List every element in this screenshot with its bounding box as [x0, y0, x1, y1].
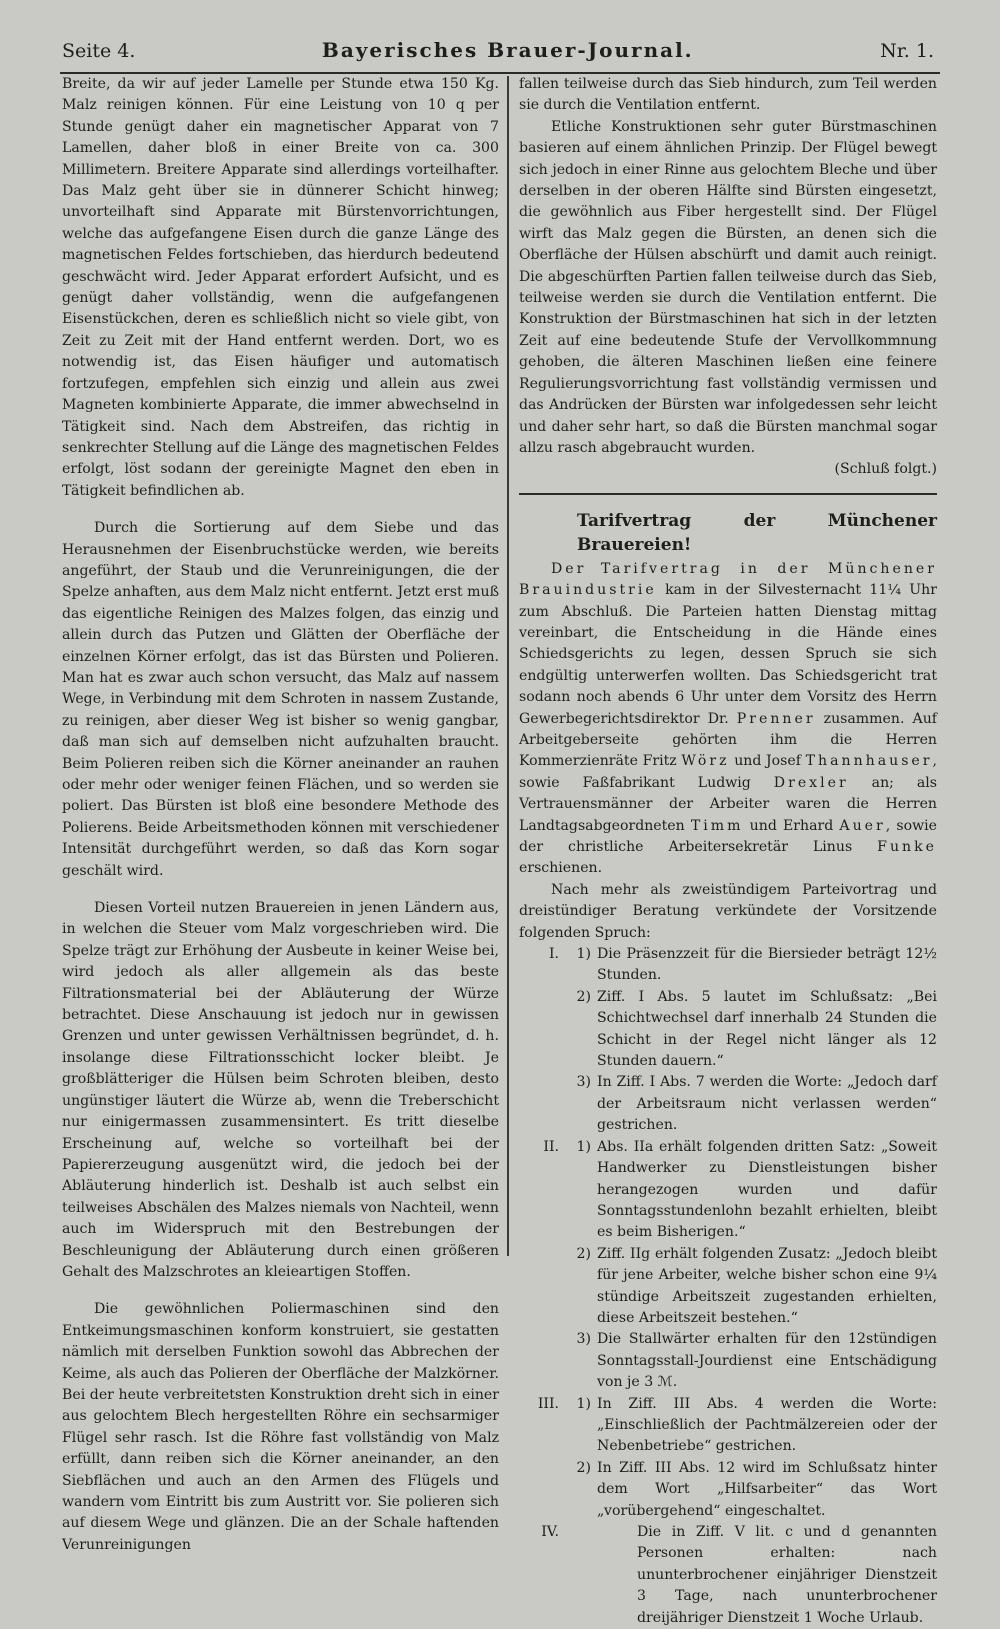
item-roman: III. — [537, 1395, 559, 1412]
verdict-item — [519, 1244, 937, 1330]
item-roman: II. — [543, 1138, 559, 1155]
item-number: 1) — [576, 1138, 591, 1155]
verdict-item — [519, 1072, 937, 1136]
item-text: Ziff. I Abs. 5 lautet im Schlußsatz: „Bei Schichtwechsel darf innerhalb 24 Stunden die Schicht in der Regel nicht länger als 12 Stunden dauern.“ — [597, 988, 937, 1070]
article-paragraph-5: Etliche Konstruktionen sehr guter Bürstmaschinen basieren auf einem ähnlichen Prinzip. Der Flügel bewegt sich jedoch in einer Rinne aus gelochtem Bleche und über derselben in der oberen Hälfte sind Bürsten eingesetzt, die gewöhnlich aus Fiber hergestellt sind. Der Flügel wirft das Malz gegen die Bürsten, an denen sich die Oberfläche der Hülsen abschürft und damit auch reinigt. Die abgeschürften Partien fallen teilweise durch das Sieb, teilweise werden sie durch die Ventilation entfernt. Die Konstruktion der Bürstmaschinen hat sich in der letzten Zeit auf eine bedeutende Stufe der Vervollkommnung gehoben, die älteren Maschinen ließen eine feinere Regulierungsvorrichtung fast vollständig vermissen und das Andrücken der Bürsten war infolgedessen sehr leicht und daher sehr hart, so daß die Bürsten manchmal sogar allzu rasch abgebraucht wurden. — [519, 118, 937, 456]
item-number: 2) — [576, 1245, 591, 1262]
name-timm: Timm — [690, 817, 744, 834]
item-number: 3) — [576, 1074, 591, 1091]
to-be-continued-note: (Schluß folgt.) — [834, 461, 937, 478]
item-text: Ziff. IIg erhält folgenden Zusatz: „Jedoch bleibt für jene Arbeiter, welche bisher schon eine 9¼ stündige Arbeitszeit zugestanden erhielten, diese Arbeitszeit bestehen.“ — [597, 1245, 937, 1326]
item-text: Die Stallwärter erhalten für den 12stündigen Sonntagsstall-Jourdienst eine Entschädigung von je 3 ℳ. — [597, 1331, 937, 1391]
article-paragraph-3: Diesen Vorteil nutzen Brauereien in jenen Ländern aus, in welchen die Steuer vom Malz vorgeschrieben wird. Die Spelze trägt zur Erhöhung der Ausbeute in keiner Weise bei, wird jedoch als aller allgemein als das beste Filtrationsmaterial bei der Abläuterung der Würze betrachtet. Diese Anschauung ist jedoch nur in gewissen Grenzen und unter gewissen Verhältnissen begründet, d. h. insolange diese Filtrationsschicht locker bleibt. Je großblätteriger die Hülsen beim Schroten bleiben, desto ungünstiger läutert die Würze ab, wenn die Treberschicht nur einigermassen zusammensintert. Es tritt dieselbe Erscheinung auf, welche so vorteilhaft bei der Papiererzeugung ausgenützt wird, die jedoch bei der Abläuterung hinderlich ist. Deshalb ist auch selbst ein teilweises Abschälen des Malzes niemals von Nachteil, wenn auch im Widerspruch mit den Bestrebungen der Beschleunigung der Abläuterung durch einen größeren Gehalt des Malzschrotes an kleieartigen Stoffen. — [62, 900, 499, 1280]
item-roman — [519, 1072, 559, 1136]
journal-title: Bayerisches Brauer-Journal. — [321, 38, 694, 62]
intro-text-j: erschienen. — [519, 860, 603, 877]
item-roman — [519, 1244, 559, 1330]
right-column — [519, 74, 937, 1629]
name-funke: Funke — [877, 839, 937, 855]
tarif-intro-paragraph — [519, 559, 937, 880]
issue-number: Nr. 1. — [880, 40, 934, 62]
page-header — [62, 38, 934, 70]
item-number: 1) — [576, 946, 591, 963]
intro-text-d: zusammen. Auf Arbeitgeberseite gehörten ihm die Herren Kommerzienräte Fritz — [519, 710, 937, 770]
verdict-item — [519, 1458, 937, 1522]
item-number: 3) — [576, 1331, 591, 1348]
name-auer: Auer — [839, 817, 886, 834]
item-roman — [519, 1458, 559, 1522]
article-continuation: fallen teilweise durch das Sieb hindurch, zum Teil werden sie durch die Ventilation entfernt. — [519, 76, 937, 114]
article-paragraph-2: Durch die Sortierung auf dem Siebe und das Herausnehmen der Eisenbruchstücke werden, wie bereits angeführt, der Staub und die Verunreinigungen, die der Spelze anhaften, aus dem Malz nicht entfernt. Jetzt erst muß das eigentliche Reinigen des Malzes folgen, das einzig und allein durch das Putzen und Glätten der Oberfläche der einzelnen Körner erfolgt, das ist das Bürsten und Polieren. Man hat es zwar auch schon versucht, das Malz auf nassem Wege, in Verbindung mit dem Schroten in nassem Zustande, zu reinigen, aber dieser Weg ist bisher so wenig gangbar, daß man sich auf demselben nicht aufzuhalten braucht. Beim Polieren reiben sich die Körner aneinander an rauhen oder mehr oder weniger feinen Flächen, und so werden sie poliert. Das Bürsten ist bloß eine besondere Methode des Polierens. Beide Arbeitsmethoden können mit verschiedener Intensität durchgeführt werden, so daß das Korn sogar geschält wird. — [62, 520, 499, 879]
section-title: Tarifvertrag der Münchener Brauereien! — [577, 510, 937, 555]
verdict-item — [519, 987, 937, 1073]
item-text: Abs. IIa erhält folgenden dritten Satz: „Soweit Handwerker zu Dienstleistungen bisher herangezogen wurden und dafür Sonntagsstundenlohn bezahlt erhielten, bleibt es beim Bisherigen.“ — [597, 1138, 937, 1241]
page-number-label: Seite 4. — [62, 40, 136, 62]
article-paragraph-1: Breite, da wir auf jeder Lamelle per Stunde etwa 150 Kg. Malz reinigen können. Für eine Leistung von 10 q per Stunde genügt daher ein magnetischer Apparat von 7 Lamellen, daher bloß in einer Breite von ca. 300 Millimetern. Breitere Apparate sind allerdings vorteilhafter. Das Malz geht über sie in dünnerer Schicht hinweg; unvorteilhaft sind Apparate mit Bürstenvorrichtungen, welche das aufgefangene Eisen durch die ganze Länge des magnetischen Feldes fortschieben, das hierdurch bedeutend geschwächt wird. Jeder Apparat erfordert Aufsicht, und es genügt daher vollständig, wenn die aufgefangenen Eisenstückchen, deren es schließlich nicht so viele gibt, von Zeit zu Zeit mit der Hand entfernt werden. Dort, wo es notwendig ist, das Eisen häufiger und automatisch fortzufegen, empfehlen sich einzig und allein aus zwei Magneten kombinierte Apparate, die immer abwechselnd in Tätigkeit sind. Nach dem Abstreifen, das richtig in senkrechter Stellung auf die Länge des magnetischen Feldes erfolgt, löst sodann der gereinigte Magnet den eben in Tätigkeit befindlichen ab. — [62, 76, 500, 499]
verdict-item — [519, 1137, 937, 1244]
intro-text-c: kam in der Silvesternacht 11¼ Uhr zum Abschluß. Die Parteien hatten Dienstag mittag vereinbart, die Entscheidung in die Hände eines Schiedsgerichts zu legen, dessen Spruch sie sich endgültig unterwerfen wollten. Das Schiedsgericht trat sodann noch abends 6 Uhr unter dem Vorsitz des Herrn Gewerbegerichtsdirektor Dr. — [519, 582, 937, 727]
verdict-item — [519, 944, 937, 987]
name-thannhauser: Thannhauser — [805, 753, 933, 770]
verdict-item — [519, 1394, 937, 1458]
verdict-item — [519, 1522, 937, 1629]
intro-text-e: und Josef — [734, 753, 801, 770]
item-roman: I. — [548, 946, 559, 963]
item-number: 2) — [576, 988, 591, 1005]
item-roman: IV. — [541, 1524, 559, 1540]
item-text: In Ziff. III Abs. 12 wird im Schlußsatz hinter dem Wort „Hilfsarbeiter“ das Wort „vorübergehend“ eingeschaltet. — [597, 1459, 937, 1519]
item-roman — [519, 987, 559, 1073]
intro-text-g: an; als Vertrauensmänner der Arbeiter waren die Herren Landtagsabgeordneten — [519, 774, 938, 834]
item-number: 2) — [576, 1459, 591, 1476]
verdict-item — [519, 1329, 937, 1393]
article-paragraph-4: Die gewöhnlichen Poliermaschinen sind den Entkeimungsmaschinen konform konstruiert, sie gestatten nämlich mit derselben Funktion sowohl das Abbrechen der Keime, als auch das Polieren der Oberfläche der Malzkörner. Bei der heute verbreitetsten Konstruktion dreht sich in einer aus gelochtem Blech hergestellten Röhre ein sechsarmiger Flügel sehr rasch. Ist die Röhre fast vollständig von Malz erfüllt, dann reiben sich die Körner aneinander, an den Siebflächen und auch an den Armen des Flügels und wandern vom Eintritt bis zum Austritt vor. Sie polieren sich auf diesem Wege und glänzen. Die an der Schale haftenden Verunreinigungen — [62, 1301, 499, 1553]
intro-text-h: und Erhard — [749, 817, 834, 834]
verdict-paragraph: Nach mehr als zweistündigem Parteivortrag und dreistündiger Beratung verkündete der Vorsitzende folgenden Spruch: — [519, 881, 937, 941]
item-number: 1) — [576, 1395, 591, 1412]
name-drexler: Drexler — [773, 774, 849, 791]
item-text: Die in Ziff. V lit. c und d genannten Personen erhalten: nach ununterbrochener einjähriger Dienstzeit 3 Tage, nach ununterbrochener dreijähriger Dienstzeit 1 Woche Urlaub. — [637, 1524, 937, 1626]
section-rule — [519, 493, 937, 495]
intro-text-i: , sowie der christliche Arbeitersekretär Linus — [519, 817, 938, 855]
intro-text-b: Tarifvertrag in der Münchener Brauindustrie — [519, 560, 937, 599]
left-column — [62, 74, 499, 1556]
intro-text-f: , sowie Faßfabrikant Ludwig — [519, 753, 937, 791]
name-prenner: Prenner — [736, 710, 816, 727]
item-roman — [519, 1329, 559, 1393]
name-woerz: Wörz — [681, 753, 730, 770]
item-text: In Ziff. I Abs. 7 werden die Worte: „Jedoch darf der Arbeitsraum nicht verlassen werden“ gestrichen. — [597, 1074, 937, 1134]
intro-text-a: Der — [551, 560, 587, 577]
item-text: In Ziff. III Abs. 4 werden die Worte: „Einschließlich der Pachtmälzereien oder der Nebenbetriebe“ gestrichen. — [597, 1395, 937, 1455]
column-divider — [507, 76, 509, 1256]
item-number-spacer — [559, 1522, 637, 1629]
item-text: Die Präsenzzeit für die Biersieder beträgt 12½ Stunden. — [597, 946, 937, 984]
